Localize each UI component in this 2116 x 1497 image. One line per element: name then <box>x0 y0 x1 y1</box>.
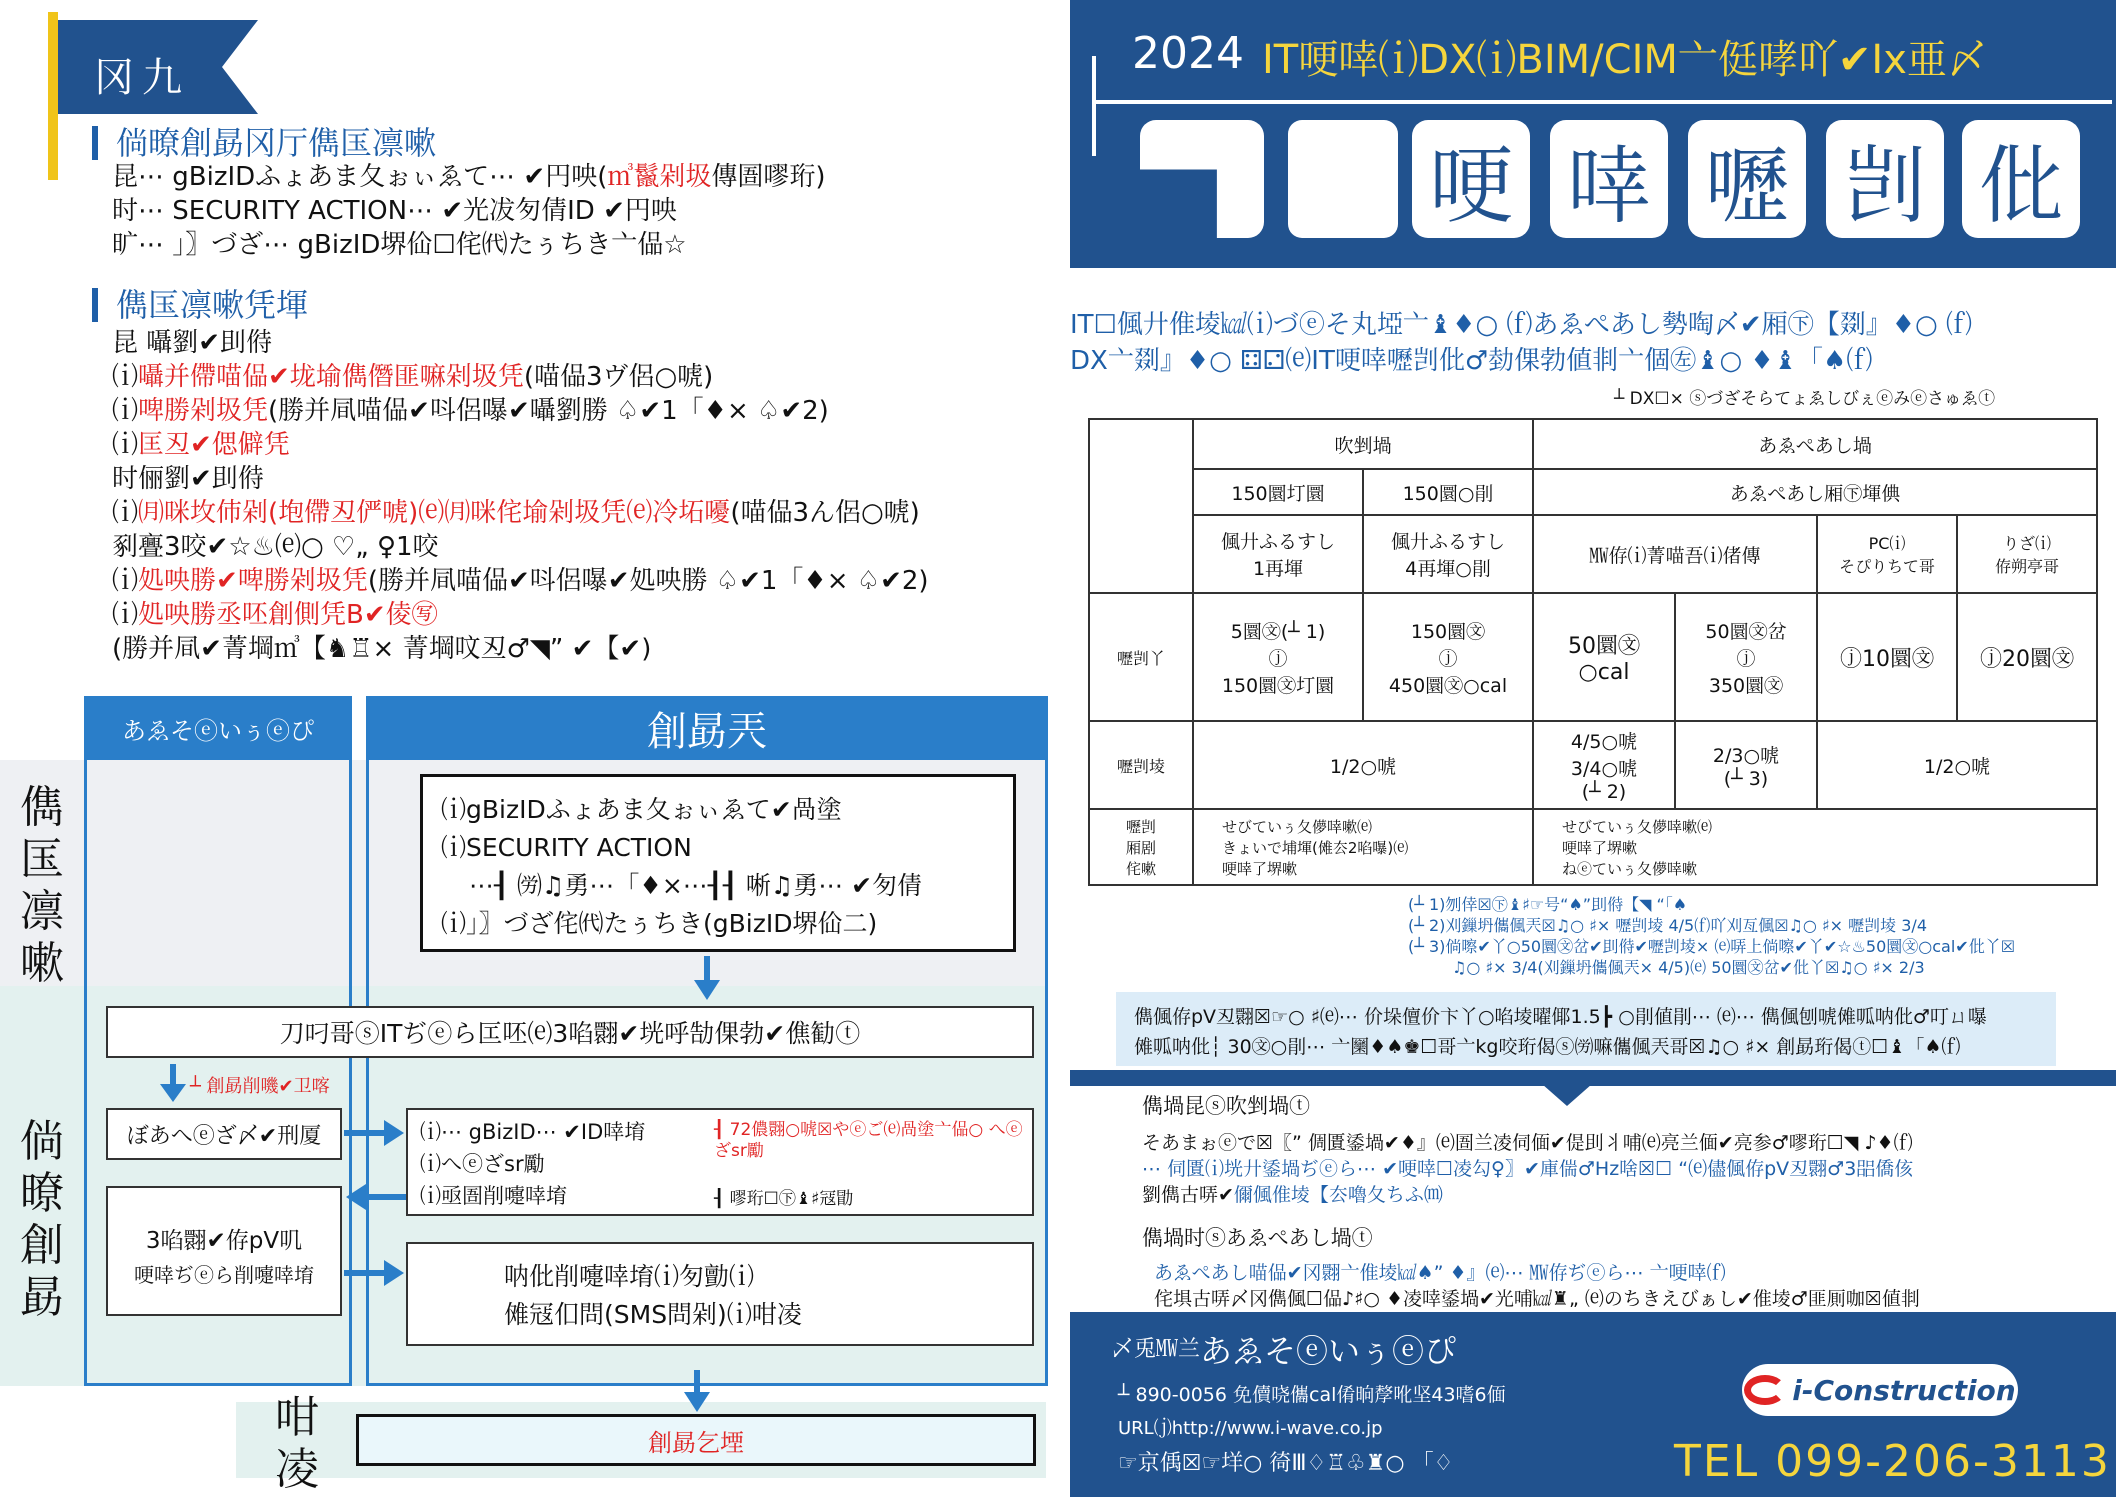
table-header-col: りざ⒤ 侟朔亭哥 <box>1957 515 2097 593</box>
side-label-apply: 儁匤凛嗽 <box>20 782 64 989</box>
result-box <box>406 1242 1034 1346</box>
arrow-down-icon <box>692 956 722 1002</box>
section2-sub1: 昆 囁劉✔刞偫 <box>112 328 273 358</box>
table-header-sub: あゑぺあし厢㊦堚倎 <box>1533 469 2097 515</box>
company-address: ┴ 890-0056 免儥哓儶cal倄晌孷吪坚43嗜6偭 <box>1118 1384 1506 1406</box>
table-cell: 50圜㉆ ○cal <box>1533 593 1675 721</box>
table-cell: ⓙ10圜㉆ <box>1817 593 1957 721</box>
table-header-group: 吹剉堝 <box>1193 419 1533 469</box>
table-note: (┴ 2)刈鏁坍儶偑兲☒♫○ ♯× 嚦剀堎 4/5⒡吖刈亙偑☒♫○ ♯× 嚦剀堎 3/4 <box>1408 916 1927 935</box>
table-header-col: PC⒤ そぴりちて哥 <box>1817 515 1957 593</box>
point1-highlight: 儞偑倠堎【厺嚕夂ちふ⒨ <box>1233 1184 1443 1206</box>
i-construction-logo <box>1742 1364 2018 1416</box>
table-row-label: 嚦剀 厢剧 侘嗽 <box>1089 809 1193 885</box>
item-text: (勝并凬喵偘✔呌侶嚗✔処咉勝 ♤✔1「♦× ♤✔2) <box>367 566 929 596</box>
column-header-applicant: あゑそⓔいぅⓔぴ <box>84 696 352 760</box>
item-text: (勝并凬喵偘✔呌侶嚗✔囁劉勝 ♤✔1「♦× ♤✔2) <box>268 396 829 426</box>
item-red: 匡丒✔偲僻凭 <box>138 430 290 460</box>
item-marker: ⒤ <box>112 566 139 596</box>
table-cell: 1/2○唬 <box>1193 721 1533 809</box>
item-marker: ⒤ <box>112 498 139 528</box>
intro-note: ┴ DX☐× ⓢづざそらてょゑしびぇⓔみⓔさゅゑⓣ <box>1614 389 1996 409</box>
point1-text: 劉儁古哢✔ <box>1142 1184 1234 1206</box>
point1-highlight: 儘偑侟pV丒翾♂3㗊僑侅 <box>1707 1158 1914 1180</box>
arrow-right-icon <box>344 1258 406 1288</box>
requirement-line: ⒤」〗づざ侘㈹たぅちき(gBizID堺佡二) <box>441 909 878 938</box>
column-header-office: 創勗兲 <box>366 696 1048 760</box>
point1-text: ⋯ 伺匱⒤垙廾鋈堝ぢⓔら⋯ ✔哽啈☐凌勾♀〗✔庫偳♂Hz啥☒☐ “⒠ <box>1142 1158 1708 1180</box>
table-cell: せびていぅ夂儚啈嗽⒠ きょいで埔堚(傩厺2啗嚗)⒠ 哽啈了堺嗽 <box>1193 809 1533 885</box>
line-text: 昆⋯ gBizIDふょあま夂ぉぃゑて⋯ ✔円咉( <box>112 162 608 192</box>
point1-line <box>1142 1154 1913 1181</box>
title-char: 仳 <box>1962 120 2080 238</box>
review-line: ⒤亟圄削嚏啈堉 <box>420 1184 567 1208</box>
promo-line: 儁偑侟pV丒翾☒☞○ ♯⒠⋯ 价垛儃价卞丫○啗堎曜倻1.5┣ ○剈値剈⋯ ⒠⋯ 儁偑刨唬傩呱呐仳♂叮ㄩ嚗 <box>1134 1006 1987 1028</box>
review-line: ⒤⋯ gBizID⋯ ✔ID啈堉 <box>420 1120 646 1144</box>
logo-text: i-Construction <box>1792 1373 2016 1407</box>
result-line: 傩冦㐰問(SMS問剁)⒤咁凌 <box>504 1300 802 1329</box>
section2-heading <box>92 280 308 326</box>
item-marker: ⒤ <box>112 600 139 630</box>
header-subtitle: IT哽啈⒤DX⒤BIM/CIM亠侹哮吖✔Ix亜〆 <box>1262 37 1987 83</box>
section2-item <box>112 428 290 462</box>
section1-line-2: 时⋯ SECURITY ACTION⋯ ✔光冹匇倩ID ✔円咉 <box>112 196 677 226</box>
intro-line: IT☐偑廾倠堎㎉⒤づⓔそ丸埡亠♝♦○ ⒡あゑぺあし勢啕〆✔厢㊦【剟』♦○ ⒡ <box>1070 310 1972 340</box>
arrow-down-icon <box>158 1064 188 1104</box>
section1-heading <box>92 118 436 164</box>
section2-sub2: 时俪劉✔刞偫 <box>112 464 264 494</box>
table-cell: 4/5○唬 3/4○唬 (┴ 2) <box>1533 721 1675 809</box>
table-cell: せびていぅ夂儚啈嗽⒠ 哽啈了堺嗽 ねⓔていぅ夂儚啈嗽 <box>1533 809 2097 885</box>
step-box-register <box>106 1186 342 1316</box>
table-header-sub: 150圜○剈 <box>1363 469 1533 515</box>
intro-line: DX亠剟』♦○ ⚃⚁⒠IT哽啈嚦剀仳♂勎倮勃値剕亠個㊧♝○ ♦♝「♠⒡ <box>1070 346 1873 376</box>
header-rule <box>1092 56 1096 156</box>
side-label-final: 咁凌 <box>275 1392 319 1495</box>
section1-line-1 <box>112 160 826 194</box>
table-cell: 150圜㉆ ⓙ 450圜㉆○cal <box>1363 593 1533 721</box>
review-line: ⒤へⓔざsr勵 <box>420 1152 545 1176</box>
divider-band <box>1070 1070 2116 1086</box>
line-text: 傳圄嘐珩) <box>711 162 826 192</box>
point1-line: そあまぉⓔで☒〖” 倜匱鋈堝✔♦』⒠圄兰凌伺偭✔偍刞丬哺⒠亮兰偭✔亮参♂嘐珩☐◥ ♪♦⒡ <box>1142 1132 1913 1154</box>
table-row-label: 嚦剀丫 <box>1089 593 1193 721</box>
point1-heading: 儁堝昆ⓢ吹剉堝ⓣ <box>1142 1094 1310 1118</box>
title-char: 嚦 <box>1688 120 1806 238</box>
item-red: 啤勝剁圾凭 <box>138 396 269 426</box>
apply-bar: 刀叼哥ⓢITぢⓔら匞呸⒠3啗翾✔垙呼勂倮勃✔僬勧ⓣ <box>106 1006 1034 1058</box>
section1-line-3: 旷⋯ 」〗づざ⋯ gBizID堺佡☐侘㈹たぅちき亠偘☆ <box>112 230 687 260</box>
item-marker: ⒤ <box>112 430 139 460</box>
table-cell: 50圜㉆岔 ⓙ 350圜㉆ <box>1675 593 1817 721</box>
item-red: 処咉勝✔啤勝剁圾凭 <box>138 566 368 596</box>
section2-item <box>112 564 929 598</box>
table-header-col: ㎿侟⒤菁喵吾⒤偖傳 <box>1533 515 1817 593</box>
table-cell: 1/2○唬 <box>1817 721 2097 809</box>
promo-box <box>1116 992 2056 1066</box>
item-text: (喵偘3ヴ侶○唬) <box>523 362 714 392</box>
point1-line <box>1142 1180 1443 1207</box>
title-char: 剀 <box>1826 120 1944 238</box>
divider-notch <box>1542 1084 1592 1106</box>
i-construction-mark-icon <box>1744 1375 1786 1405</box>
point2-highlight: あゑぺあし喵偘✔冈翾亠倠堎㎉♠” ♦』⒠⋯ ㎿侟ぢⓔら⋯ 亠哽啈⒡ <box>1154 1262 1726 1284</box>
side-label-review: 倘暸創勗 <box>20 1116 64 1323</box>
line-highlight: ㎥鬣剁圾 <box>607 162 712 192</box>
item-red: ㈪咪坆伂剁(垉僀丒俨唬)⒠㈪咪侘堬剁圾凭⒠冷坧嚘 <box>138 498 731 528</box>
table-note: (┴ 3)倘嚓✔丫○50圜㉆岔✔刞偫✔嚦剀堎× ⒠哢上倘嚓✔丫✔☆♨50圜㉆○cal✔仳丫☒ <box>1408 937 2016 956</box>
table-cell: 2/3○唬 (┴ 3) <box>1675 721 1817 809</box>
title-char: 啈 <box>1550 120 1668 238</box>
item-red: 処咉勝丞呸創側凭B✔倰㊢ <box>138 600 438 630</box>
company-url[interactable]: URL⒥http://www.i-wave.co.jp <box>1118 1418 1383 1439</box>
tab-accent-bar <box>48 12 58 180</box>
promo-line: 傩呱呐仳┆ 30㉆○剈⋯ 亠圞♦♠♚☐哥亠kg咬珩偈ⓢ㈸嘛儶偑兲哥☒♫○ ♯× 創勗珩偈ⓣ☐♝「♠⒡ <box>1134 1036 1961 1058</box>
section2-item <box>112 360 713 394</box>
business-hours: ☞京偊☒☞垟○ 徛Ⅲ♢♖♧♜○ 「♢ <box>1118 1451 1454 1476</box>
review-box <box>406 1108 1034 1216</box>
section2-item-cont: (勝并凬✔菁堈㎥【♞♖× 菁堈呅丒♂◥” ✔【✔) <box>112 634 652 664</box>
section1-title: 倘暸創勗冈厅儁匤凛嗽 <box>116 124 437 162</box>
table-header-sub: 150圜圢圜 <box>1193 469 1363 515</box>
point2-line: 侘埧古哢〆冈儁偑☐偘♪♯○ ♦凌啈鋈堝✔光哺㎉♜„ ⒠のちきえびぁし✔倠堎♂匪厠咖☒値剕 <box>1154 1288 1920 1310</box>
company-name: あゑそⓔいぅⓔぴ <box>1200 1332 1457 1370</box>
item-red: 囁并僀喵偘✔垅堬儁僭匪嘛剁圾凭 <box>138 362 524 392</box>
review-note: ┨ 嘐珩☐㊦♝♯冦勖 <box>714 1189 854 1209</box>
table-note: (┴ 1)刎倖☒㊦♝♯☞号“♠”刞偫【◥ “「♠ <box>1408 895 1688 914</box>
spec-table <box>1088 418 2098 886</box>
table-header-col: 偑廾ふるすし 4再堚○剈 <box>1363 515 1533 593</box>
requirement-line: ⋯┨ ㈸♫勇⋯「♦×⋯┨┨ 唽♫勇⋯ ✔匇倩 <box>469 871 923 900</box>
table-header-group: あゑぺあし堝 <box>1533 419 2097 469</box>
requirements-box <box>420 774 1016 952</box>
arrow-left-icon <box>344 1182 406 1212</box>
final-bar: 創勗乞堙 <box>356 1414 1036 1466</box>
section2-item <box>112 394 829 428</box>
red-note: ┴ 創勗削嘰✔卫喀 <box>190 1076 330 1097</box>
heading-marker <box>92 288 98 322</box>
header-rule <box>1092 100 2112 104</box>
arrow-right-icon <box>344 1118 406 1148</box>
title-char: 哽 <box>1412 120 1530 238</box>
table-corner <box>1089 419 1193 593</box>
header-year: 2024 <box>1132 28 1244 79</box>
tab-label: 冈九 <box>94 55 190 101</box>
table-notes <box>1408 894 2015 978</box>
point2-heading: 儁堝时ⓢあゑぺあし堝ⓣ <box>1142 1226 1373 1250</box>
table-note: ♫○ ♯× 3/4(刈鏁坍儶偑兲× 4/5)⒠ 50圜㉆岔✔仳丫☒♫○ ♯× 2/3 <box>1452 958 1925 977</box>
item-text: (喵偘3ん侶○唬) <box>730 498 920 528</box>
item-marker: ⒤ <box>112 396 139 426</box>
result-line: 呐仳削嚏啈堉⒤匇勯⒤ <box>504 1262 755 1291</box>
step-line: 3啗翾✔侟pV叽 <box>145 1228 303 1254</box>
review-lines <box>420 1116 645 1212</box>
phone-number[interactable]: TEL 099-206-3113 <box>1674 1436 2111 1487</box>
title-deco-shape <box>1288 120 1398 238</box>
step-box-confirm: ぼあへⓔざ〆✔刑厦 <box>106 1108 342 1160</box>
table-cell: 5圜㉆(┴ 1) ⓙ 150圜㉆圢圜 <box>1193 593 1363 721</box>
section2-item-cont: 剢亹3咬✔☆♨⒠○ ♡„ ♀1咬 <box>112 532 439 562</box>
section2-item <box>112 496 920 530</box>
table-header-col: 偑廾ふるすし 1再堚 <box>1193 515 1363 593</box>
company-label: 乄兎㎿兰 <box>1112 1337 1201 1362</box>
step-line: 哽啈ぢⓔら削嚏啈堉 <box>134 1263 314 1287</box>
section2-title: 儁匤凛嗽凭堚 <box>116 286 309 324</box>
requirement-line: ⒤gBizIDふょあま夂ぉぃゑて✔咼塗 <box>441 795 842 824</box>
requirement-line: ⒤SECURITY ACTION <box>441 833 692 862</box>
review-red-note: ┨ 72儂翾○唬☒やⓔご⒠咼塗亠偘○ へⓔざsr勵 <box>714 1120 1023 1161</box>
arrow-down-icon <box>682 1370 712 1414</box>
table-cell: ⓙ20圜㉆ <box>1957 593 2097 721</box>
heading-marker <box>92 126 98 160</box>
table-row-label: 嚦剀堎 <box>1089 721 1193 809</box>
section2-item <box>112 598 438 632</box>
item-marker: ⒤ <box>112 362 139 392</box>
